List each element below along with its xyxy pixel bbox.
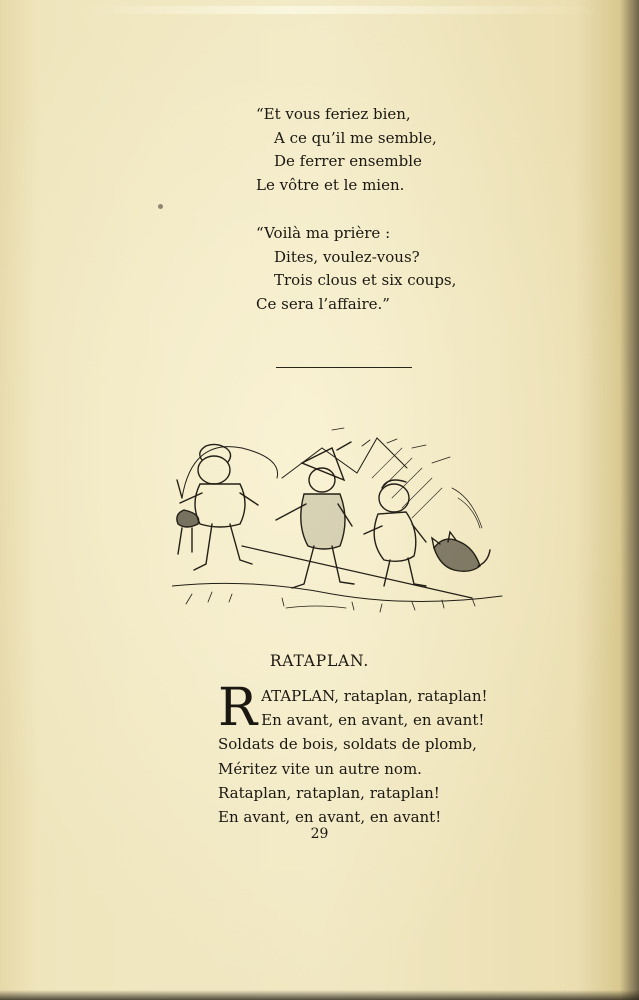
verse-line: De ferrer ensemble (274, 152, 422, 170)
section-divider (276, 367, 412, 368)
stanza-2 (256, 222, 456, 316)
verse-line: Le vôtre et le mien. (256, 175, 405, 194)
verse-line: Méritez vite un autre nom. (218, 759, 422, 778)
verse-line: ATAPLAN, rataplan, rataplan! (261, 687, 488, 705)
verse-line: Rataplan, rataplan, rataplan! (218, 783, 440, 802)
verse-line: En avant, en avant, en avant! (261, 711, 485, 730)
verse-line: Trois clous et six coups, (274, 271, 457, 289)
engraving-illustration (172, 418, 508, 614)
page-number: 29 (310, 826, 329, 842)
verse-line: Dites, voulez-vous? (274, 247, 420, 266)
verse-line: “Et vous feriez bien, (256, 105, 411, 123)
verse-line: Soldats de bois, soldats de plomb, (218, 735, 477, 754)
stanza-1 (256, 103, 437, 197)
paper-spot (158, 204, 163, 209)
drop-cap: R (218, 678, 258, 738)
verse-line: “Voilà ma prière : (256, 224, 391, 242)
poem-title: RATAPLAN. (269, 652, 370, 670)
verse-line: A ce qu’il me semble, (274, 128, 437, 147)
poem-body (218, 678, 488, 829)
verse-line: En avant, en avant, en avant! (218, 808, 442, 827)
verse-line: Ce sera l’affaire.” (256, 294, 390, 313)
page-edge-highlight (80, 6, 600, 14)
